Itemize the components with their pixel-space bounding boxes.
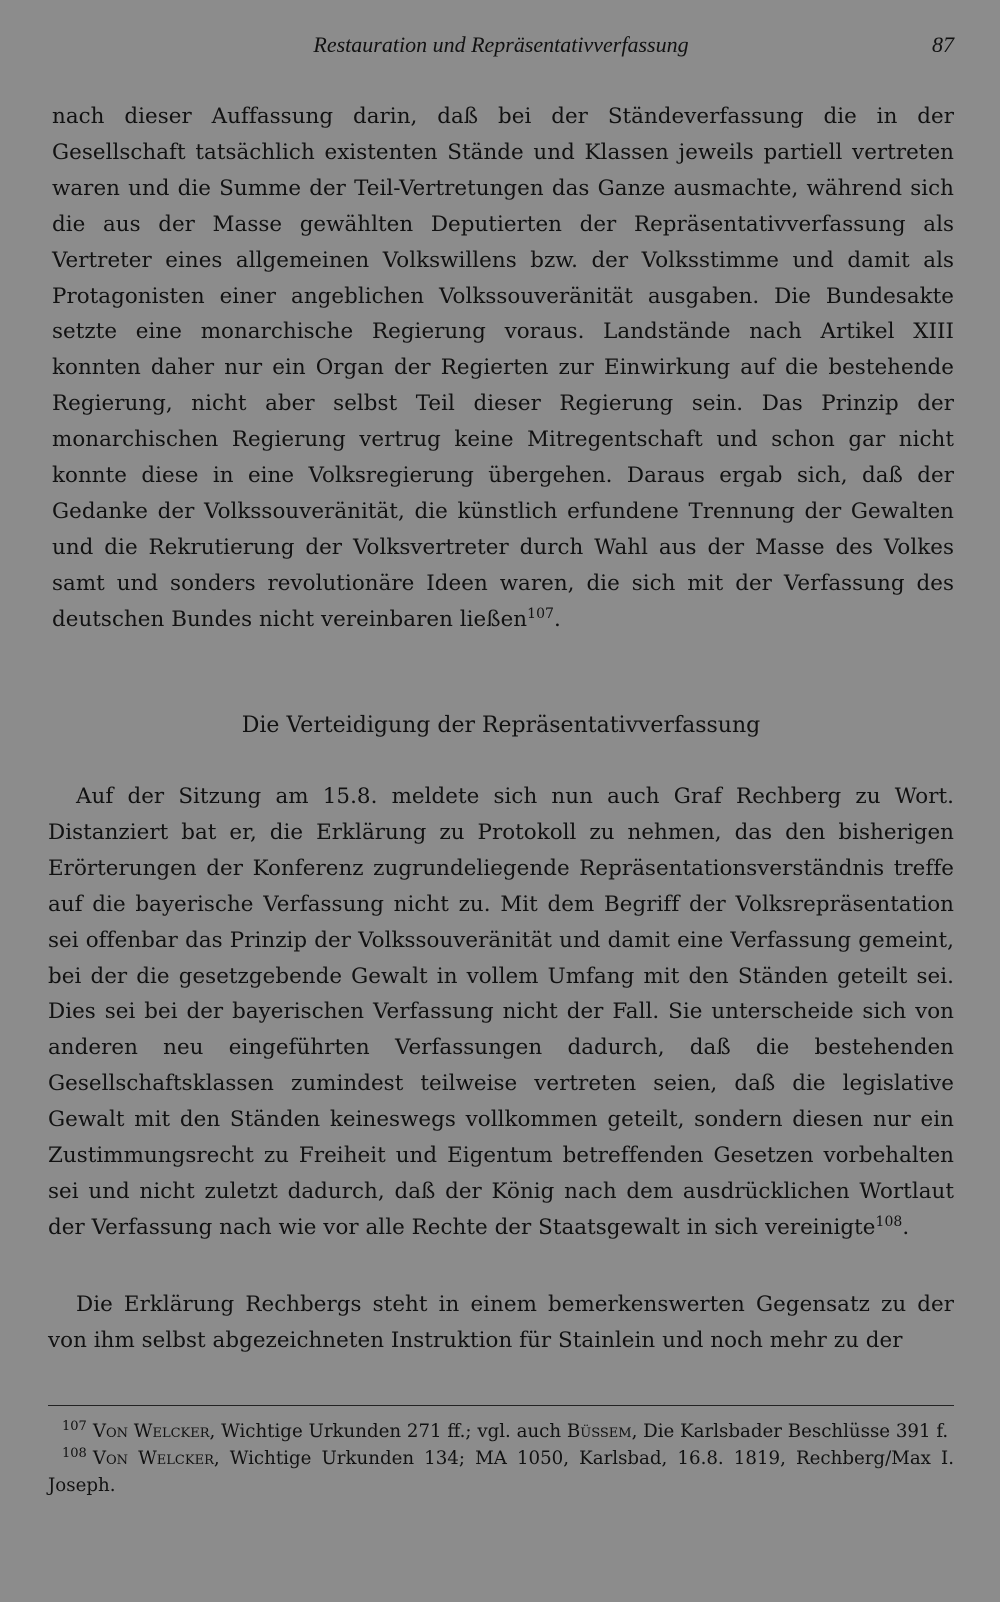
running-title: Restauration und Repräsentativverfassung <box>313 32 689 57</box>
footnote <box>48 1445 954 1499</box>
footnote-text: , Die Karlsbader Beschlüsse 391 f. <box>631 1421 949 1442</box>
section-heading: Die Verteidigung der Repräsentativverfassung <box>241 713 761 738</box>
footnote-author: Von Welcker <box>92 1421 210 1442</box>
paragraph: Die Erklärung Rechbergs steht in einem bemerkenswerten Gegensatz zu der von ihm selbst abgezeichneten Instruktion für Stainlein und noch mehr zu der <box>48 1292 954 1353</box>
footnote-text: , Wichtige Urkunden 134; MA 1050, Karlsbad, 16.8. 1819, Rechberg/Max I. Joseph. <box>48 1448 954 1496</box>
paragraph-text: nach dieser Auffassung darin, daß bei der Ständeverfassung die in der Gesellschaft tatsächlich existenten Stände und Klassen jeweils partiell vertreten waren und die Summe der Teil-Vertretungen das Ganze ausmachte, während sich die aus der Masse gewählten Deputierten der Repräsentativverfassung als Vertreter eines allgemeinen Volkswillens bzw. der Volksstimme und damit als Protagonisten einer angeblichen Volkssouveränität ausgaben. Die Bundesakte setzte eine monarchische Regierung voraus. Landstände nach Artikel XIII konnten daher nur ein Organ der Regierten zur Einwirkung auf die bestehende Regierung, nicht aber selbst Teil dieser Regierung sein. Das Prinzip der monarchischen Regierung vertrug keine Mitregentschaft und schon gar nicht konnte diese in eine Volksregierung übergehen. Daraus ergab sich, daß der Gedanke der Volkssouveränität, die künstlich erfundene Trennung der Gewalten und die Rekrutierung der Volksvertreter durch Wahl aus der Masse des Volkes samt und sonders revolutionäre Ideen waren, die sich mit der Verfassung des deutschen Bundes nicht vereinbaren ließen <box>52 104 954 632</box>
footnote-number: 108 <box>62 1445 87 1461</box>
footnote-number: 107 <box>62 1418 87 1434</box>
page-number: 87 <box>932 32 954 57</box>
footnotes <box>48 1418 954 1499</box>
footnote-divider <box>48 1405 954 1406</box>
footnote-author: Von Welcker <box>92 1448 214 1469</box>
paragraph-continuation: nach dieser Auffassung darin, daß bei der Ständeverfassung die in der Gesellschaft tatsächlich existenten Stände und Klassen jeweils partiell vertreten waren und die Summe der Teil-Vertretungen das Ganze ausmachte, während sich die aus der Masse gewählten Deputierten der Repräsentativverfassung als Vertreter eines allgemeinen Volkswillens bzw. der Volksstimme und damit als Protagonisten einer angeblichen Volkssouveränität ausgaben. Die Bundesakte setzte eine monarchische Regierung voraus. Landstände nach Artikel XIII konnten daher nur ein Organ der Regierten zur Einwirkung auf die bestehende Regierung, nicht aber selbst Teil dieser Regierung sein. Das Prinzip der monarchischen Regierung vertrug keine Mitregentschaft und schon gar nicht konnte diese in eine Volksregierung übergehen. Daraus ergab sich, daß der Gedanke der Volkssouveränität, die künstlich erfundene Trennung der Gewalten und die Rekrutierung der Volksvertreter durch Wahl aus der Masse des Volkes samt und sonders revolutionäre Ideen waren, die sich mit der Verfassung des deutschen Bundes nicht vereinbaren ließen$^{107}$. <box>52 104 954 632</box>
footnote-text: , Wichtige Urkunden 271 ff.; vgl. auch <box>209 1421 567 1442</box>
running-head <box>48 32 954 62</box>
footnote-author: Büssem <box>566 1421 632 1442</box>
footnote-ref[interactable]: 108 <box>875 1213 903 1230</box>
paragraph-text: Auf der Sitzung am 15.8. meldete sich nun auch Graf Rechberg zu Wort. Distanziert bat er, die Erklärung zu Protokoll zu nehmen, das den bisherigen Erörterungen der Konferenz zugrundeliegende Repräsentationsverständnis treffe auf die bayerische Verfassung nicht zu. Mit dem Begriff der Volksrepräsentation sei offenbar das Prinzip der Volkssouveränität und damit eine Verfassung gemeint, bei der die gesetzgebende Gewalt in vollem Umfang mit den Ständen geteilt sei. Dies sei bei der bayerischen Verfassung nicht der Fall. Sie unterscheide sich von anderen neu eingeführten Verfassungen dadurch, daß die bestehenden Gesellschaftsklassen zumindest teilweise vertreten seien, daß die legislative Gewalt mit den Ständen keineswegs vollkommen geteilt, sondern diesen nur ein Zustimmungsrecht zu Freiheit und Eigentum betreffenden Gesetzen vorbehalten sei und nicht zuletzt dadurch, daß der König nach dem ausdrücklichen Wortlaut der Verfassung nach wie vor alle Rechte der Staatsgewalt in sich vereinigte <box>48 784 954 1240</box>
footnote <box>48 1418 954 1445</box>
footnote-ref[interactable]: 107 <box>527 605 555 622</box>
paragraph: Auf der Sitzung am 15.8. meldete sich nun auch Graf Rechberg zu Wort. Distanziert bat er, die Erklärung zu Protokoll zu nehmen, das den bisherigen Erörterungen der Konferenz zugrundeliegende Repräsentationsverständnis treffe auf die bayerische Verfassung nicht zu. Mit dem Begriff der Volksrepräsentation sei offenbar das Prinzip der Volkssouveränität und damit eine Verfassung gemeint, bei der die gesetzgebende Gewalt in vollem Umfang mit den Ständen geteilt sei. Dies sei bei der bayerischen Verfassung nicht der Fall. Sie unterscheide sich von anderen neu eingeführten Verfassungen dadurch, daß die bestehenden Gesellschaftsklassen zumindest teilweise vertreten seien, daß die legislative Gewalt mit den Ständen keineswegs vollkommen geteilt, sondern diesen nur ein Zustimmungsrecht zu Freiheit und Eigentum betreffenden Gesetzen vorbehalten sei und nicht zuletzt dadurch, daß der König nach dem ausdrücklichen Wortlaut der Verfassung nach wie vor alle Rechte der Staatsgewalt in sich vereinigte$^{108}$. <box>48 784 954 1240</box>
